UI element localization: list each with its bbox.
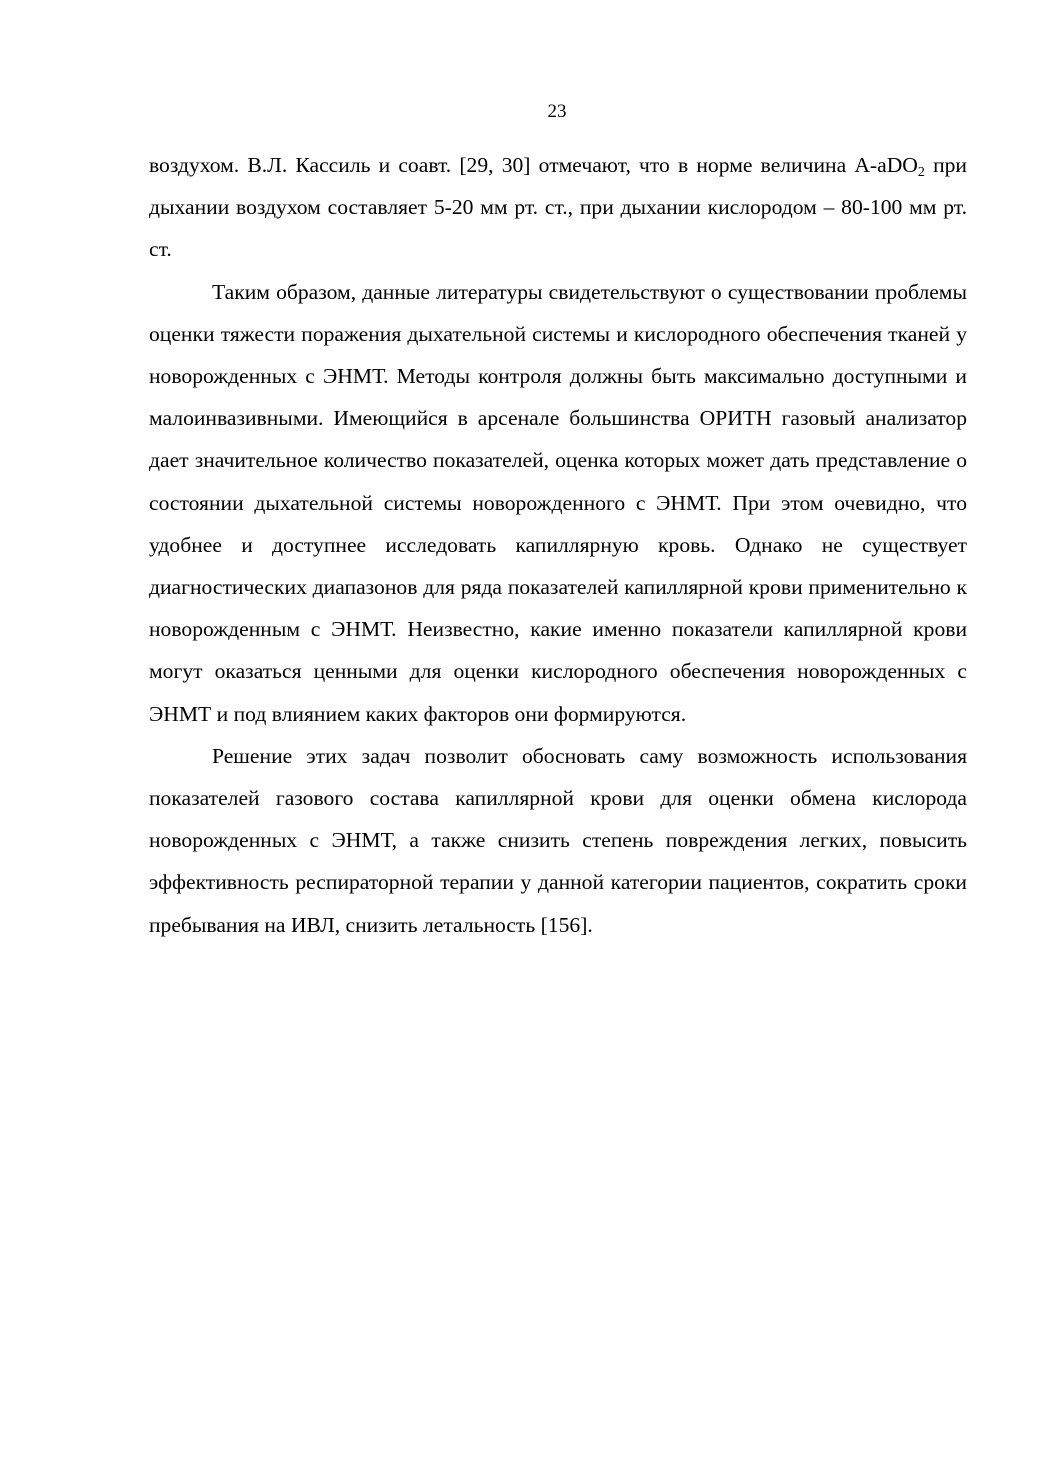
page-number: 23 xyxy=(547,101,567,122)
paragraph-literature-summary: Таким образом, данные литературы свидетельствуют о существовании проблемы оценки тяжести поражения дыхательной системы и кислородного обеспечения тканей у новорожденных с ЭНМТ. Методы контроля должны быть максимально доступными и малоинвазивными. Имеющийся в арсенале большинства ОРИТН газовый анализатор дает значительное количество показателей, оценка которых может дать представление о состоянии дыхательной системы новорожденного с ЭНМТ. При этом очевидно, что удобнее и доступнее исследовать капиллярную кровь. Однако не существует диагностических диапазонов для ряда показателей капиллярной крови применительно к новорожденным с ЭНМТ. Неизвестно, какие именно показатели капиллярной крови могут оказаться ценными для оценки кислородного обеспечения новорожденных с ЭНМТ и под влиянием каких факторов они формируются. xyxy=(149,279,967,726)
paragraph-text: при дыхании воздухом составляет 5-20 мм рт. ст., при дыхании кислородом – 80-100 мм рт. ст. xyxy=(149,153,967,262)
subscript-2: 2 xyxy=(917,165,925,180)
paragraph-continuation xyxy=(149,144,967,271)
document-body xyxy=(149,144,967,946)
paragraph-conclusion: Решение этих задач позволит обосновать саму возможность использования показателей газового состава капиллярной крови для оценки обмена кислорода новорожденных с ЭНМТ, а также снизить степень повреждения легких, повысить эффективность респираторной терапии у данной категории пациентов, сократить сроки пребывания на ИВЛ, снизить летальность [156]. xyxy=(149,743,967,937)
paragraph-text: воздухом. В.Л. Кассиль и соавт. [29, 30] отмечают, что в норме величина А-aDO xyxy=(149,153,918,177)
